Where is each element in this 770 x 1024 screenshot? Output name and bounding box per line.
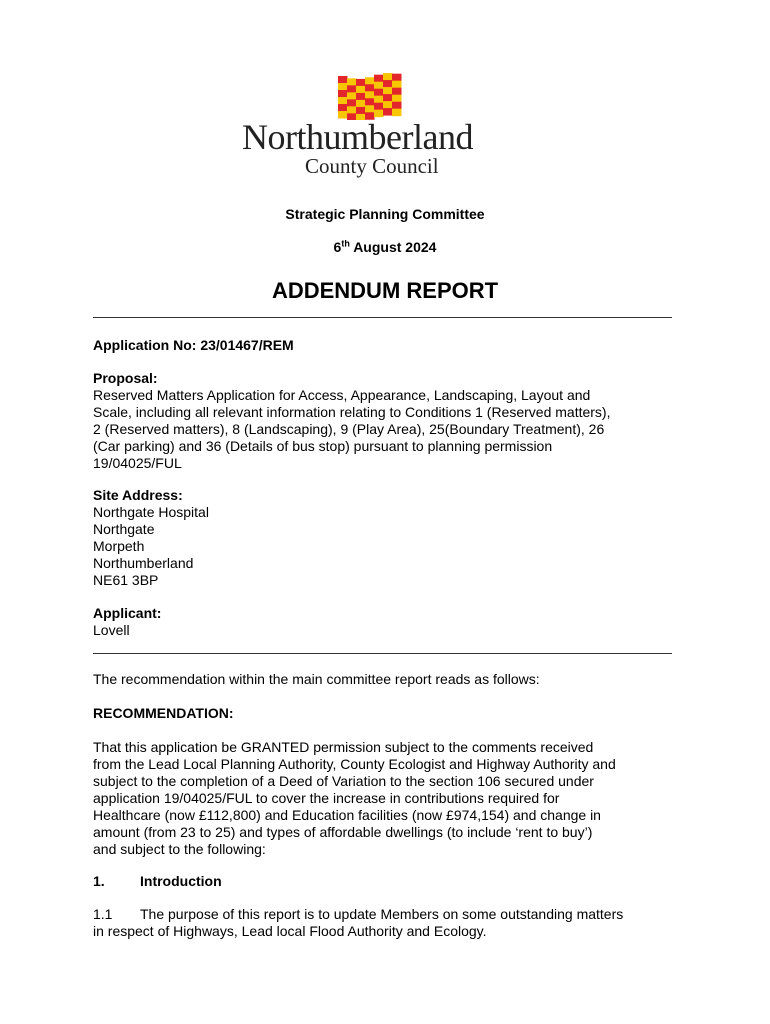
org-subtitle: County Council bbox=[305, 154, 439, 178]
recommendation-line: from the Lead Local Planning Authority, County Ecologist and Highway Authority and bbox=[93, 756, 616, 772]
proposal-line: Scale, including all relevant information relating to Conditions 1 (Reserved matters), bbox=[93, 404, 611, 420]
committee-name: Strategic Planning Committee bbox=[285, 206, 485, 222]
site-address-section bbox=[93, 487, 683, 589]
proposal-label: Proposal: bbox=[93, 370, 158, 386]
paragraph-line: in respect of Highways, Lead local Flood Authority and Ecology. bbox=[93, 923, 487, 939]
address-line: Northgate bbox=[93, 521, 155, 537]
recommendation-line: application 19/04025/FUL to cover the increase in contributions required for bbox=[93, 790, 560, 806]
paragraph-line: The purpose of this report is to update Members on some outstanding matters bbox=[140, 906, 624, 922]
address-line: Northumberland bbox=[93, 555, 194, 571]
meeting-date: 6th August 2024 bbox=[333, 238, 437, 255]
page-title: ADDENDUM REPORT bbox=[271, 278, 499, 303]
paragraph-number: 1.1 bbox=[93, 906, 113, 922]
paragraph bbox=[93, 906, 683, 940]
recommendation-heading: RECOMMENDATION: bbox=[93, 705, 234, 721]
proposal-line: 2 (Reserved matters), 8 (Landscaping), 9 (Play Area), 25(Boundary Treatment), 26 bbox=[93, 421, 605, 437]
address-line: Morpeth bbox=[93, 538, 145, 554]
recommendation-line: amount (from 23 to 25) and types of affordable dwellings (to include ‘rent to buy’) bbox=[93, 824, 593, 840]
council-crest-icon bbox=[335, 72, 405, 120]
address-line: NE61 3BP bbox=[93, 572, 159, 588]
proposal-line: Reserved Matters Application for Access, Appearance, Landscaping, Layout and bbox=[93, 387, 591, 403]
address-line: Northgate Hospital bbox=[93, 504, 209, 520]
applicant-section bbox=[93, 605, 683, 639]
recommendation-line: Healthcare (now £112,800) and Education facilities (now £974,154) and change in bbox=[93, 807, 601, 823]
divider bbox=[93, 317, 672, 318]
org-name: Northumberland bbox=[242, 117, 473, 157]
applicant-label: Applicant: bbox=[93, 605, 162, 621]
recommendation-line: subject to the completion of a Deed of Variation to the section 106 secured under bbox=[93, 773, 594, 789]
section-number: 1. bbox=[93, 873, 105, 889]
proposal-line: (Car parking) and 36 (Details of bus stop) pursuant to planning permission bbox=[93, 438, 553, 454]
recommendation-intro: The recommendation within the main committee report reads as follows: bbox=[93, 671, 540, 687]
site-address-label: Site Address: bbox=[93, 487, 183, 503]
section-title: Introduction bbox=[140, 873, 222, 889]
application-number: Application No: 23/01467/REM bbox=[93, 337, 294, 353]
applicant-name: Lovell bbox=[93, 622, 130, 638]
recommendation-line: That this application be GRANTED permission subject to the comments received bbox=[93, 739, 594, 755]
recommendation-body bbox=[93, 739, 683, 858]
recommendation-line: and subject to the following: bbox=[93, 841, 266, 857]
proposal-section bbox=[93, 370, 683, 472]
divider bbox=[93, 653, 672, 654]
proposal-line: 19/04025/FUL bbox=[93, 455, 182, 471]
